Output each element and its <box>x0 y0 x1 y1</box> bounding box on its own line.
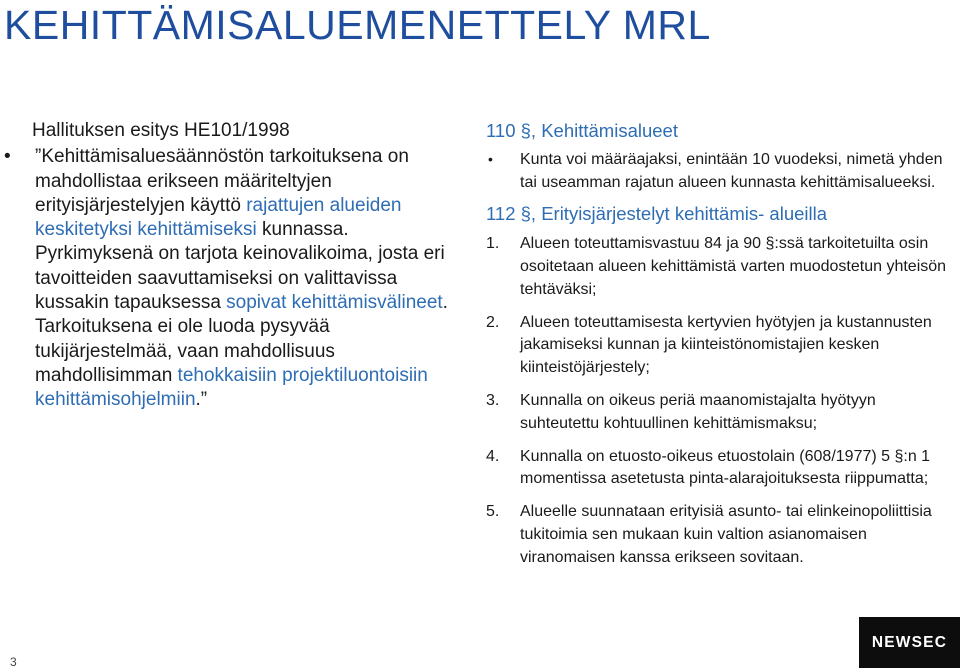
numbered-list <box>486 233 956 569</box>
item-text: Kunnalla on oikeus periä maanomistajalta hyötyyn suhteutettu kohtuullinen kehittämismaksu; <box>520 391 876 432</box>
item-text: Alueen toteuttamisesta kertyvien hyötyjen ja kustannusten jakamiseksi kunnan ja kiinteistönomistajien kesken kiinteistöjärjestely; <box>520 313 932 377</box>
list-item <box>486 312 956 380</box>
list-item <box>486 149 956 195</box>
section-heading-112: 112 §, Erityisjärjestelyt kehittämis- alueilla <box>486 203 828 225</box>
item-text: Alueelle suunnataan erityisiä asunto- tai elinkeinopoliittisia tukitoimia sen mukaan kuin valtion asianomaisen viranomaisen kanssa erikseen sovitaan. <box>520 503 932 566</box>
quote-segment: .” <box>195 389 208 411</box>
left-column <box>4 119 457 413</box>
bullet-text: Kunta voi määräajaksi, enintään 10 vuodeksi, nimetä yhden tai useamman rajatun alueen kunnasta kehittämisalueeksi. <box>520 150 943 191</box>
right-column <box>486 120 956 570</box>
quote-segment: . Tarkoituksena ei ole luoda pysyvää tukijärjestelmää, vaan mahdollisuus mahdollisimman <box>35 292 448 386</box>
quote-segment: ”Kehittämisaluesäännöstön tarkoituksena on mahdollistaa erikseen määriteltyjen erityisjärjestelyjen käyttö <box>35 146 409 216</box>
highlight-text: rajattujen alueiden keskitetyksi kehittämiseksi <box>35 194 402 241</box>
highlight-text: sopivat kehittämisvälineet <box>226 292 443 314</box>
list-item <box>486 233 956 301</box>
intro-text: Hallituksen esitys HE101/1998 <box>32 120 290 141</box>
highlight-text: tehokkaisiin projektiluontoisiin kehittämisohjelmiin <box>35 364 428 411</box>
list-item <box>486 446 956 492</box>
item-text: Alueen toteuttamisvastuu 84 ja 90 §:ssä tarkoitetuilta osin osoitetaan alueen kehittämistä varten muodostetun yhteisön tehtäväksi; <box>520 235 947 298</box>
item-number: 5. <box>486 503 500 521</box>
newsec-logo: NEWSEC <box>859 617 960 668</box>
bullet-icon: • <box>4 146 11 168</box>
quote-bullet <box>4 145 457 412</box>
quote-text <box>35 145 457 412</box>
page-number: 3 <box>10 655 17 669</box>
item-text: Kunnalla on etuosto-oikeus etuostolain (608/1977) 5 §:n 1 momentissa asetetusta pinta-alarajoituksesta riippumatta; <box>520 447 931 488</box>
item-number: 2. <box>486 313 500 331</box>
item-number: 3. <box>486 391 500 409</box>
bullet-icon: • <box>488 150 493 167</box>
quote-segment: kunnassa. Pyrkimyksenä on tarjota keinovalikoima, josta eri tavoitteiden saavuttamiseksi on valittavissa kussakin tapauksessa <box>35 219 445 314</box>
page-title: KEHITTÄMISALUEMENETTELY MRL <box>4 2 711 48</box>
list-item <box>486 501 956 569</box>
section-heading-110: 110 §, Kehittämisalueet <box>486 120 678 141</box>
item-number: 4. <box>486 447 500 465</box>
list-item <box>486 390 956 436</box>
item-number: 1. <box>486 235 500 253</box>
